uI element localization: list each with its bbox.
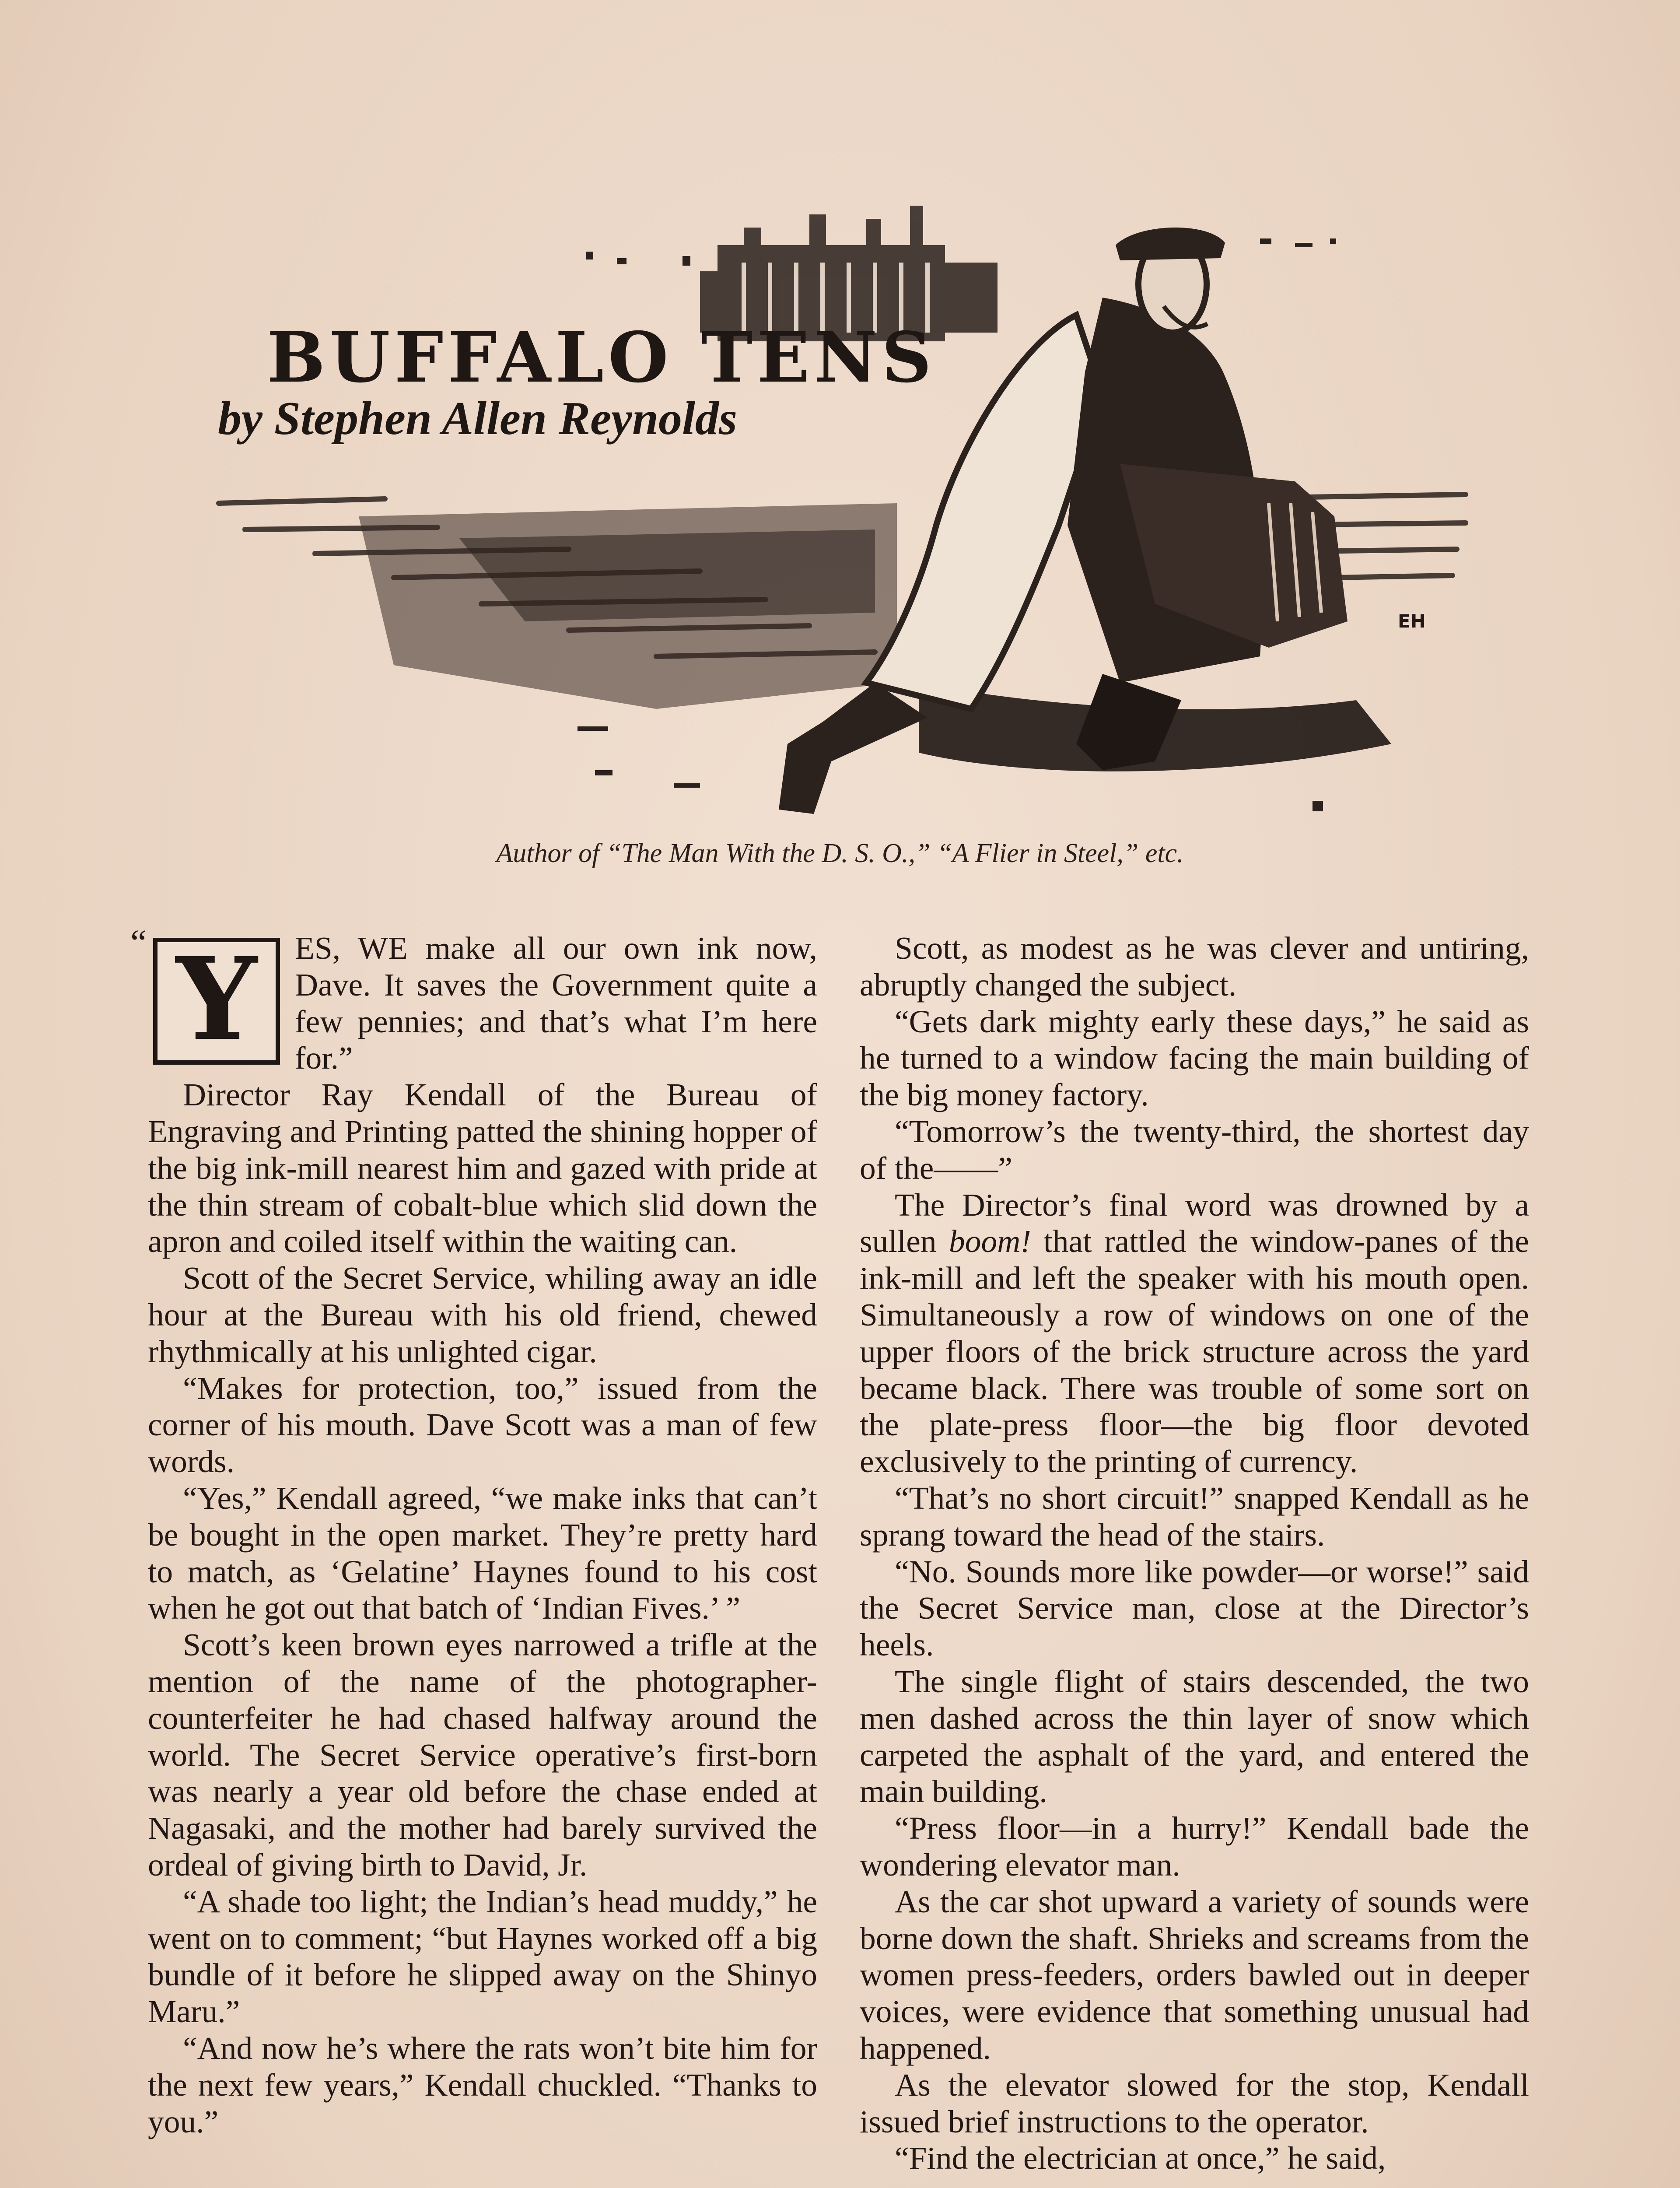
drop-cap-quote: “: [130, 922, 147, 963]
paragraph: “Gets dark mighty early these days,” he said as he turned to a window facing the main building of the big money factory.: [860, 1003, 1529, 1113]
drop-cap-box: [153, 933, 280, 1066]
paragraph: As the elevator slowed for the stop, Kendall issued brief instructions to the operator.: [860, 2067, 1529, 2139]
emphasis: boom!: [949, 1224, 1031, 1259]
paragraph: “That’s no short circuit!” snapped Kendall as he sprang toward the head of the stairs.: [860, 1480, 1529, 1553]
paragraph: “A shade too light; the Indian’s head muddy,” he went on to comment; “but Haynes worked off a big bundle of it before he slipped away on the Shinyo Maru.”: [148, 1883, 817, 2030]
paragraph: Scott, as modest as he was clever and untiring, abruptly changed the subject.: [860, 930, 1529, 1003]
paragraph: “Yes,” Kendall agreed, “we make inks that can’t be bought in the open market. They’re pretty hard to match, as ‘Gelatine’ Haynes found to his cost when he got out that batch of ‘Indian Fives.’ ”: [148, 1480, 817, 1626]
drop-cap-letter: Y: [176, 933, 257, 1066]
paragraph: “And now he’s where the rats won’t bite him for the next few years,” Kendall chuckled. “Thanks to you.”: [148, 2030, 817, 2139]
drop-cap: [130, 922, 284, 1069]
author-credits: Author of “The Man With the D. S. O.,” “A Flier in Steel,” etc.: [496, 838, 1184, 868]
paragraph: Scott of the Secret Service, whiling away an idle hour at the Bureau with his old friend, chewed rhythmically at his unlighted cigar.: [148, 1260, 817, 1369]
paragraph: The single flight of stairs descended, the two men dashed across the thin layer of snow which carpeted the asphalt of the yard, and entered the main building.: [860, 1663, 1529, 1809]
paragraph: As the car shot upward a variety of sounds were borne down the shaft. Shrieks and screams from the women press-feeders, orders bawled out in deeper voices, were evidence that something unusual had happened.: [860, 1883, 1529, 2066]
paragraph: “Makes for protection, too,” issued from the corner of his mouth. Dave Scott was a man of few words.: [148, 1370, 817, 1480]
paragraph: Director Ray Kendall of the Bureau of Engraving and Printing patted the shining hopper of the big ink-mill nearest him and gazed with pride at the thin stream of cobalt-blue which slid down the apron and coiled itself within the waiting can.: [148, 1077, 817, 1259]
paragraph: “Press floor—in a hurry!” Kendall bade the wondering elevator man.: [860, 1810, 1529, 1883]
paragraph: Scott’s keen brown eyes narrowed a trifle at the mention of the name of the photographer-counterfeiter he had chased halfway around the world. The Secret Service operative’s first-born was nearly a year old before the chase ended at Nagasaki, and the mother had barely survived the ordeal of giving birth to David, Jr.: [148, 1627, 817, 1883]
left-column: [130, 922, 817, 2140]
illustrator-initials: EH: [1398, 610, 1426, 632]
paragraph: “Tomorrow’s the twenty-third, the shortest day of the——”: [860, 1113, 1529, 1186]
paragraph: “No. Sounds more like powder—or worse!” said the Secret Service man, close at the Director’s heels.: [860, 1553, 1529, 1663]
story-title: BUFFALO TENS: [267, 317, 936, 398]
paragraph: [860, 1187, 1529, 1480]
paragraph: “Find the electrician at once,” he said,: [895, 2140, 1386, 2176]
text-run: that rattled the window-panes of the ink-mill and left the speaker with his mouth open. Simultaneously a row of windows on one of the upper floors of the brick structure across the yard became black. There was trouble of some sort on the plate-press floor—the big floor devoted exclusively to the printing of currency.: [860, 1224, 1529, 1480]
right-column: [860, 930, 1529, 2177]
text-run: The Director’s final word was drowned by a sullen: [860, 1187, 1529, 1259]
story-byline: by Stephen Allen Reynolds: [218, 393, 738, 445]
paragraph: ES, WE make all our own ink now, Dave. It saves the Government quite a few pennies; and that’s what I’m here for.”: [295, 930, 817, 1076]
